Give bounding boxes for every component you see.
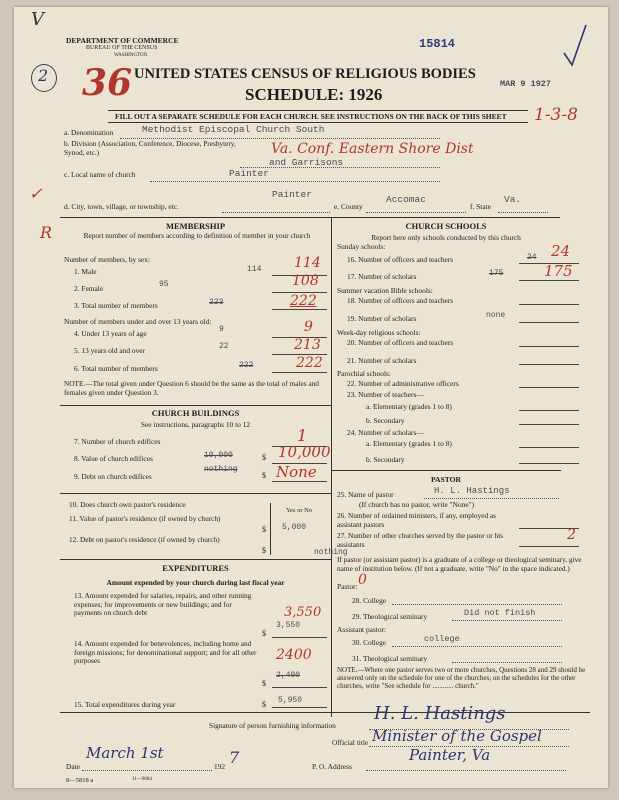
under-13-handwritten: 9 <box>304 319 313 335</box>
church-edifices-label: 7. Number of church edifices <box>74 437 161 446</box>
benevolences-handwritten: 2400 <box>276 647 312 663</box>
church-edifices-handwritten: 1 <box>297 426 308 445</box>
weekday-scholars-label: 21. Number of scholars <box>347 356 417 365</box>
census-schedule-sheet: V DEPARTMENT OF COMMERCE BUREAU OF THE CENSUS WASHINGTON 15814 2 36 UNITED STATES CENSUS OF RELIGIOUS BODIES SCHEDULE: 1926 MAR 9 1927 FILL OUT A SEPARATE SCHEDULE FOR EACH CHURCH. SEE INSTRUCTIONS ON THE BACK OF THIS SHEET 1-3-8 a. Denomination Methodist Episcopal Church South b. Division (Association, Conference, Diocese, Presbytery, Synod, etc.) Va. Conf. Eastern Shore Dist and Garrisons c. Local name of church Painter ✓ d. City, town, village, or township, etc. Painter e. County Accomac f. State Va. R MEMBERSHIP Report number of members according to definition of member in your church Number of members, by sex: 1. Male 114 114 2. Female 95 108 3. Total number of members 223 222 Number of members under and over 13 years old: 4. Under 13 years of age 9 9 5. 13 years old and over 22 213 6. Total number of members 222 222 NOTE.—The total given under Question 6 should be the same as the total of males and females given under Question 3. CHURCH BUILDINGS See instructions, paragraphs 10 to 12 7. Number of church edifices 1 8. Value of church edifices $ 10,000 10,000 9. Debt on church edifices $ nothing None 10. Does church own pastor's residence Yes or No 11. Value of pastor's residence (if owned by church) $ 5,000 12. Debt on pastor's residence (if owned by church) $ nothing EXPENDITURES Amount expended by your church during last fiscal year 13. Amount expended for salaries, repairs, and other running expenses; for improvements or new buildings; and for payments on church debt $ 3,550 3,550 14. Amount expended for benevolences, including home and foreign missions; for denominational support; and for all other purposes $ 2,400 2400 15. Total expenditures during year $ 5,950 CHURCH SCHOOLS Report here only schools conducted by this church Sunday schools: 16. Number of officers and teachers 24 24 17. Number of scholars 175 175 Summer vacation Bible schools: 18. Number of officers and teachers 19. Number of scholars none Week-day religious schools: 20. Number of officers and teachers 21. Number of scholars Parochial schools: 22. Number of administrative officers 23. Number of teachers— a. Elementary (grades 1 to 8) b. Secondary 24. Number of scholars— a. Elementary (grades 1 to 8) b. Secondary PASTOR 25. Name of pastor H. L. Hastings (If church has no pastor, write "None") 26. Number of ordained ministers, if any, employed as assistant pastors 27. Number of other churches served by the pastor or his assistants 2 If pastor (or assistant pastor) is a graduate of a college or theological seminary, give name of institution below. (If not a graduate, write "No" in the space indicated.) Pastor: 0 28. College 29. Theological seminary Did not finish Assistant pastor: 30. College college 31. Theological seminary NOTE.—Where one pastor serves two or more churches, Questions 28 and 29 should be answered only on the schedule for one of the churches; on the schedules for the other churches, write "See schedule for ............ church." Signature of person furnishing information H. L. Hastings Official title Minister of the Gospel Date March 1st 192 7 P. O. Address Painter, Va 8—5818 a 11—9684 <box>14 7 608 788</box>
running-expenses-handwritten: 3,550 <box>284 605 322 620</box>
pastor-name-value: H. L. Hastings <box>434 486 510 496</box>
division-label: b. Division (Association, Conference, Diocese, Presbytery, Synod, etc.) <box>64 139 236 157</box>
city-value: Painter <box>272 189 312 200</box>
total6-typed: 222 <box>239 361 254 370</box>
year-prefix: 192 <box>214 762 226 771</box>
residence-value: 5,000 <box>282 523 307 532</box>
sunday-schools-label: Sunday schools: <box>337 242 386 251</box>
summer-scholars-label: 19. Number of scholars <box>347 314 417 323</box>
instruction-line: FILL OUT A SEPARATE SCHEDULE FOR EACH CHURCH. SEE INSTRUCTIONS ON THE BACK OF THIS SHEET <box>115 112 507 121</box>
benevolences-label: 14. Amount expended for benevolences, including home and foreign missions; for denominational support; and for all other purposes <box>74 639 257 666</box>
scholars-secondary-label: b. Secondary <box>366 455 405 464</box>
big-handwritten-number: 36 <box>82 62 133 104</box>
summer-schools-label: Summer vacation Bible schools: <box>337 286 433 295</box>
scholars-heading: 24. Number of scholars— <box>347 428 424 437</box>
ink-check-mark <box>562 23 588 69</box>
grid-top-rule <box>60 217 560 218</box>
total6-handwritten: 222 <box>296 355 323 371</box>
grid-center-rule <box>331 217 332 717</box>
edifice-debt-typed: nothing <box>204 465 238 474</box>
by-sex-label: Number of members, by sex: <box>64 255 150 264</box>
scholars-elementary-label: a. Elementary (grades 1 to 8) <box>366 439 452 448</box>
pastor-name-label: 25. Name of pastor <box>337 490 394 499</box>
over-13-typed: 22 <box>219 342 229 351</box>
membership-note-2: NOTE.—The total given under Question 6 should be the same as the total of males and females given under Question 3. <box>64 379 319 397</box>
edifice-debt-label: 9. Debt on church edifices <box>74 472 152 481</box>
bureau-label: BUREAU OF THE CENSUS <box>86 45 158 51</box>
official-title-value: Minister of the Gospel <box>372 727 542 745</box>
owns-residence-label: 10. Does church own pastor's residence <box>69 500 186 509</box>
total-members-label: 3. Total number of members <box>74 301 158 310</box>
buildings-title: CHURCH BUILDINGS <box>151 408 240 418</box>
other-churches-handwritten: 2 <box>567 527 576 543</box>
weekday-schools-label: Week-day religious schools: <box>337 328 421 337</box>
date-value: March 1st <box>86 744 164 762</box>
total-members-typed: 223 <box>209 298 224 307</box>
sunday-scholars-label: 17. Number of scholars <box>347 272 417 281</box>
circled-number: 2 <box>38 66 49 85</box>
city-label-d: d. City, town, village, or township, etc. <box>64 202 179 211</box>
sunday-teachers-label: 16. Number of officers and teachers <box>347 255 454 264</box>
sunday-scholars-handwritten: 175 <box>544 262 573 280</box>
schedule-title: SCHEDULE: 1926 <box>245 85 383 104</box>
margin-check-mark: ✓ <box>29 184 43 203</box>
summer-scholars-value: none <box>486 311 506 320</box>
department-label: DEPARTMENT OF COMMERCE <box>66 36 179 45</box>
division-value-typed: and Garrisons <box>269 157 344 168</box>
signature-value: H. L. Hastings <box>374 703 506 724</box>
received-stamp-date: MAR 9 1927 <box>500 79 552 89</box>
pastor-handwritten-mark: 0 <box>358 572 367 588</box>
total-expenditures-value: 5,950 <box>278 696 303 705</box>
male-handwritten: 114 <box>294 255 321 271</box>
weekday-teachers-label: 20. Number of officers and teachers <box>347 338 454 347</box>
female-label: 2. Female <box>74 284 104 293</box>
year-value: 7 <box>229 748 240 767</box>
total-expenditures-label: 15. Total expenditures during year <box>74 700 176 709</box>
sunday-scholars-typed: 175 <box>489 269 504 278</box>
total-members-handwritten: 222 <box>290 293 317 309</box>
print-code-2: 11—9684 <box>132 777 152 782</box>
total6-label: 6. Total number of members <box>74 364 158 373</box>
membership-title: MEMBERSHIP <box>165 221 226 231</box>
official-title-label: Official title <box>332 738 369 747</box>
division-value-handwritten: Va. Conf. Eastern Shore Dist <box>271 141 474 157</box>
edifice-value-handwritten: 10,000 <box>278 443 331 461</box>
form-title: UNITED STATES CENSUS OF RELIGIOUS BODIES <box>134 66 476 82</box>
city-label: WASHINGTON <box>114 53 148 58</box>
schools-title: CHURCH SCHOOLS <box>405 221 487 231</box>
assistant-ministers-label: 26. Number of ordained ministers, if any, employed as assistant pastors <box>337 511 497 529</box>
schools-note: Report here only schools conducted by this church <box>371 233 521 242</box>
under-13-label: 4. Under 13 years of age <box>74 329 147 338</box>
edifice-value-label: 8. Value of church edifices <box>74 454 153 463</box>
admin-officers-label: 22. Number of administrative officers <box>347 379 459 388</box>
parochial-schools-label: Parochial schools: <box>337 369 391 378</box>
membership-note: Report number of members according to definition of member in your church <box>83 231 311 240</box>
pastor-name-note: (If church has no pastor, write "None") <box>359 500 475 509</box>
buildings-subtitle: See instructions, paragraphs 10 to 12 <box>140 420 251 429</box>
other-churches-label: 27. Number of other churches served by the pastor or his assistants <box>337 531 503 549</box>
margin-r-mark: R <box>40 223 53 242</box>
teachers-heading: 23. Number of teachers— <box>347 390 424 399</box>
local-name-value: Painter <box>229 168 269 179</box>
running-expenses-typed: 3,550 <box>276 621 301 630</box>
graduate-instruction: If pastor (or assistant pastor) is a graduate of a college or theological seminary, give name of institution below. (If not a graduate, write "No" in the space indicated.) <box>337 555 582 573</box>
sunday-teachers-typed: 24 <box>527 253 537 262</box>
summer-teachers-label: 18. Number of officers and teachers <box>347 296 454 305</box>
female-typed: 95 <box>159 280 169 289</box>
county-value: Accomac <box>386 194 426 205</box>
pastor-title: PASTOR <box>430 475 462 484</box>
county-label: e. County <box>334 202 363 211</box>
residence-debt-value: nothing <box>314 548 348 557</box>
under-13-typed: 9 <box>219 325 224 334</box>
edifice-debt-handwritten: None <box>276 463 317 481</box>
male-typed: 114 <box>247 265 262 274</box>
edifice-value-typed: 10,000 <box>204 451 233 460</box>
print-code: 8—5818 a <box>66 777 94 784</box>
residence-debt-label: 12. Debt on pastor's residence (if owned by church) <box>69 535 220 544</box>
teachers-elementary-label: a. Elementary (grades 1 to 8) <box>366 402 452 411</box>
denomination-value: Methodist Episcopal Church South <box>142 124 325 135</box>
assistant-college-label: 30. College <box>352 638 387 647</box>
corner-check-mark: V <box>31 9 44 30</box>
po-address-label: P. O. Address <box>312 762 352 771</box>
pastor-seminary-value: Did not finish <box>464 608 536 618</box>
sunday-teachers-handwritten: 24 <box>551 242 571 260</box>
local-name-label: c. Local name of church <box>64 170 136 179</box>
running-expenses-label: 13. Amount expended for salaries, repairs, and other running expenses; for improvements or new buildings; and for payments on church debt <box>74 591 252 618</box>
pastor-college-label: 28. College <box>352 596 387 605</box>
yes-or-no-label: Yes or No <box>286 507 313 514</box>
pastor-subheading: Pastor: <box>337 582 358 591</box>
expenditures-title: EXPENDITURES <box>162 563 229 573</box>
expenditures-subtitle: Amount expended by your church during last fiscal year <box>106 578 285 587</box>
form-number: 15814 <box>419 37 456 51</box>
pastor-seminary-label: 29. Theological seminary <box>352 612 428 621</box>
age-heading: Number of members under and over 13 years old: <box>64 317 212 326</box>
assistant-college-value: college <box>424 634 460 644</box>
state-label: f. State <box>470 202 491 211</box>
assistant-seminary-label: 31. Theological seminary <box>352 654 428 663</box>
po-address-value: Painter, Va <box>409 746 491 764</box>
teachers-secondary-label: b. Secondary <box>366 416 405 425</box>
denomination-label: a. Denomination <box>64 128 114 137</box>
benevolences-typed: 2,400 <box>276 671 301 680</box>
female-handwritten: 108 <box>292 273 319 289</box>
over-13-handwritten: 213 <box>294 337 321 353</box>
signature-label: Signature of person furnishing information <box>209 721 336 730</box>
residence-value-label: 11. Value of pastor's residence (if owned by church) <box>69 514 221 523</box>
date-label: Date <box>66 762 80 771</box>
over-13-label: 5. 13 years old and over <box>74 346 146 355</box>
handwritten-code: 1-3-8 <box>534 105 578 125</box>
pastor-note: NOTE.—Where one pastor serves two or more churches, Questions 28 and 29 should be answered only on the schedule for one of the churches; on the schedules for the other churches, write "See schedule for ............ church." <box>337 666 586 691</box>
male-label: 1. Male <box>74 267 97 276</box>
assistant-pastor-label: Assistant pastor: <box>337 625 387 634</box>
state-value: Va. <box>504 194 522 205</box>
